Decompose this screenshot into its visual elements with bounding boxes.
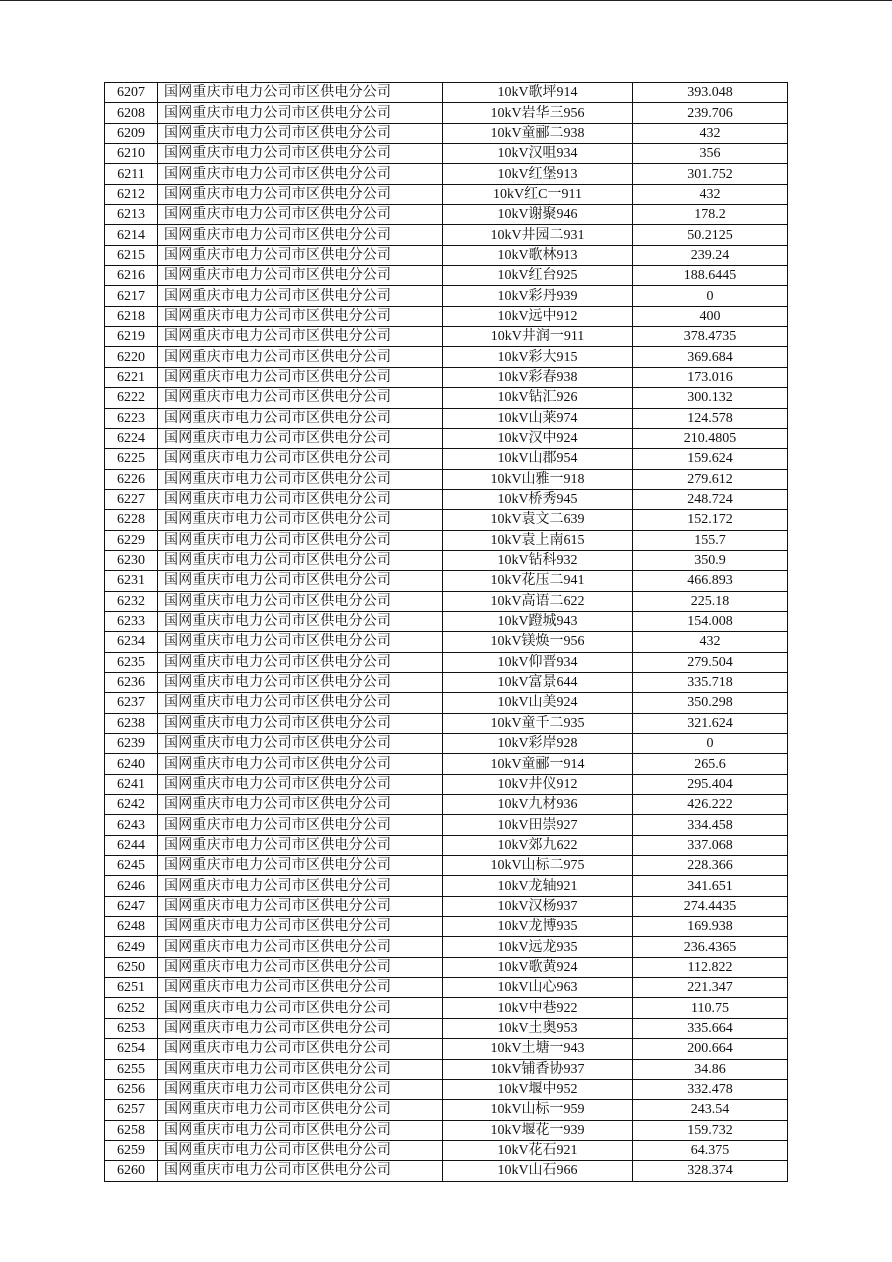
- row-number-cell: 6216: [105, 266, 158, 286]
- row-number-cell: 6239: [105, 734, 158, 754]
- line-name-cell: 10kV钻汇926: [443, 388, 633, 408]
- value-cell: 328.374: [633, 1161, 788, 1181]
- value-cell: 64.375: [633, 1140, 788, 1160]
- company-name-cell: 国网重庆市电力公司市区供电分公司: [158, 1161, 443, 1181]
- value-cell: 0: [633, 286, 788, 306]
- row-number-cell: 6251: [105, 978, 158, 998]
- company-name-cell: 国网重庆市电力公司市区供电分公司: [158, 245, 443, 265]
- company-name-cell: 国网重庆市电力公司市区供电分公司: [158, 266, 443, 286]
- company-name-cell: 国网重庆市电力公司市区供电分公司: [158, 978, 443, 998]
- row-number-cell: 6233: [105, 611, 158, 631]
- value-cell: 356: [633, 144, 788, 164]
- company-name-cell: 国网重庆市电力公司市区供电分公司: [158, 1039, 443, 1059]
- table-row: [105, 1140, 788, 1160]
- value-cell: 0: [633, 734, 788, 754]
- line-name-cell: 10kV九材936: [443, 795, 633, 815]
- company-name-cell: 国网重庆市电力公司市区供电分公司: [158, 1018, 443, 1038]
- company-name-cell: 国网重庆市电力公司市区供电分公司: [158, 144, 443, 164]
- line-name-cell: 10kV红C一911: [443, 184, 633, 204]
- company-name-cell: 国网重庆市电力公司市区供电分公司: [158, 530, 443, 550]
- company-name-cell: 国网重庆市电力公司市区供电分公司: [158, 896, 443, 916]
- line-name-cell: 10kV中巷922: [443, 998, 633, 1018]
- company-name-cell: 国网重庆市电力公司市区供电分公司: [158, 917, 443, 937]
- table-row: [105, 266, 788, 286]
- company-name-cell: 国网重庆市电力公司市区供电分公司: [158, 1120, 443, 1140]
- value-cell: 369.684: [633, 347, 788, 367]
- company-name-cell: 国网重庆市电力公司市区供电分公司: [158, 1079, 443, 1099]
- line-name-cell: 10kV镁焕一956: [443, 632, 633, 652]
- line-name-cell: 10kV歌坪914: [443, 83, 633, 103]
- value-cell: 112.822: [633, 957, 788, 977]
- value-cell: 432: [633, 123, 788, 143]
- line-name-cell: 10kV铺香协937: [443, 1059, 633, 1079]
- company-name-cell: 国网重庆市电力公司市区供电分公司: [158, 713, 443, 733]
- table-row: [105, 530, 788, 550]
- value-cell: 152.172: [633, 510, 788, 530]
- value-cell: 335.664: [633, 1018, 788, 1038]
- value-cell: 200.664: [633, 1039, 788, 1059]
- table-row: [105, 876, 788, 896]
- line-name-cell: 10kV袁上南615: [443, 530, 633, 550]
- row-number-cell: 6242: [105, 795, 158, 815]
- row-number-cell: 6225: [105, 449, 158, 469]
- company-name-cell: 国网重庆市电力公司市区供电分公司: [158, 693, 443, 713]
- value-cell: 154.008: [633, 611, 788, 631]
- row-number-cell: 6210: [105, 144, 158, 164]
- line-name-cell: 10kV童千二935: [443, 713, 633, 733]
- line-name-cell: 10kV龙博935: [443, 917, 633, 937]
- value-cell: 350.9: [633, 550, 788, 570]
- line-name-cell: 10kV袁文二639: [443, 510, 633, 530]
- line-name-cell: 10kV龙轴921: [443, 876, 633, 896]
- row-number-cell: 6227: [105, 489, 158, 509]
- company-name-cell: 国网重庆市电力公司市区供电分公司: [158, 998, 443, 1018]
- company-name-cell: 国网重庆市电力公司市区供电分公司: [158, 83, 443, 103]
- row-number-cell: 6255: [105, 1059, 158, 1079]
- row-number-cell: 6236: [105, 672, 158, 692]
- table-row: [105, 245, 788, 265]
- line-name-cell: 10kV山美924: [443, 693, 633, 713]
- company-name-cell: 国网重庆市电力公司市区供电分公司: [158, 286, 443, 306]
- company-name-cell: 国网重庆市电力公司市区供电分公司: [158, 408, 443, 428]
- row-number-cell: 6260: [105, 1161, 158, 1181]
- value-cell: 173.016: [633, 367, 788, 387]
- company-name-cell: 国网重庆市电力公司市区供电分公司: [158, 632, 443, 652]
- company-name-cell: 国网重庆市电力公司市区供电分公司: [158, 550, 443, 570]
- company-name-cell: 国网重庆市电力公司市区供电分公司: [158, 815, 443, 835]
- value-cell: 432: [633, 184, 788, 204]
- company-name-cell: 国网重庆市电力公司市区供电分公司: [158, 103, 443, 123]
- table-row: [105, 896, 788, 916]
- value-cell: 300.132: [633, 388, 788, 408]
- company-name-cell: 国网重庆市电力公司市区供电分公司: [158, 367, 443, 387]
- row-number-cell: 6253: [105, 1018, 158, 1038]
- row-number-cell: 6237: [105, 693, 158, 713]
- row-number-cell: 6221: [105, 367, 158, 387]
- line-name-cell: 10kV仰晋934: [443, 652, 633, 672]
- line-name-cell: 10kV汉中924: [443, 428, 633, 448]
- row-number-cell: 6256: [105, 1079, 158, 1099]
- table-row: [105, 388, 788, 408]
- company-name-cell: 国网重庆市电力公司市区供电分公司: [158, 734, 443, 754]
- row-number-cell: 6228: [105, 510, 158, 530]
- company-name-cell: 国网重庆市电力公司市区供电分公司: [158, 347, 443, 367]
- value-cell: 279.612: [633, 469, 788, 489]
- value-cell: 341.651: [633, 876, 788, 896]
- line-name-cell: 10kV彩春938: [443, 367, 633, 387]
- table-row: [105, 449, 788, 469]
- line-name-cell: 10kV山心963: [443, 978, 633, 998]
- company-name-cell: 国网重庆市电力公司市区供电分公司: [158, 835, 443, 855]
- company-name-cell: 国网重庆市电力公司市区供电分公司: [158, 225, 443, 245]
- table-row: [105, 144, 788, 164]
- company-name-cell: 国网重庆市电力公司市区供电分公司: [158, 611, 443, 631]
- value-cell: 178.2: [633, 205, 788, 225]
- row-number-cell: 6223: [105, 408, 158, 428]
- company-name-cell: 国网重庆市电力公司市区供电分公司: [158, 672, 443, 692]
- row-number-cell: 6231: [105, 571, 158, 591]
- company-name-cell: 国网重庆市电力公司市区供电分公司: [158, 795, 443, 815]
- line-name-cell: 10kV钻科932: [443, 550, 633, 570]
- row-number-cell: 6212: [105, 184, 158, 204]
- value-cell: 243.54: [633, 1100, 788, 1120]
- value-cell: 159.624: [633, 449, 788, 469]
- value-cell: 466.893: [633, 571, 788, 591]
- value-cell: 378.4735: [633, 327, 788, 347]
- table-row: [105, 693, 788, 713]
- table-row: [105, 1079, 788, 1099]
- table-row: [105, 611, 788, 631]
- table-row: [105, 327, 788, 347]
- line-name-cell: 10kV富景644: [443, 672, 633, 692]
- row-number-cell: 6222: [105, 388, 158, 408]
- line-name-cell: 10kV蹬城943: [443, 611, 633, 631]
- row-number-cell: 6248: [105, 917, 158, 937]
- line-name-cell: 10kV堰中952: [443, 1079, 633, 1099]
- line-name-cell: 10kV高语二622: [443, 591, 633, 611]
- table-row: [105, 734, 788, 754]
- company-name-cell: 国网重庆市电力公司市区供电分公司: [158, 1100, 443, 1120]
- row-number-cell: 6243: [105, 815, 158, 835]
- row-number-cell: 6214: [105, 225, 158, 245]
- value-cell: 221.347: [633, 978, 788, 998]
- table-row: [105, 937, 788, 957]
- table-row: [105, 978, 788, 998]
- table-row: [105, 1161, 788, 1181]
- company-name-cell: 国网重庆市电力公司市区供电分公司: [158, 469, 443, 489]
- table-row: [105, 489, 788, 509]
- value-cell: 188.6445: [633, 266, 788, 286]
- row-number-cell: 6258: [105, 1120, 158, 1140]
- table-row: [105, 225, 788, 245]
- company-name-cell: 国网重庆市电力公司市区供电分公司: [158, 449, 443, 469]
- table-row: [105, 591, 788, 611]
- value-cell: 34.86: [633, 1059, 788, 1079]
- line-name-cell: 10kV田崇927: [443, 815, 633, 835]
- company-name-cell: 国网重庆市电力公司市区供电分公司: [158, 1140, 443, 1160]
- table-row: [105, 957, 788, 977]
- value-cell: 337.068: [633, 835, 788, 855]
- table-row: [105, 652, 788, 672]
- row-number-cell: 6252: [105, 998, 158, 1018]
- company-name-cell: 国网重庆市电力公司市区供电分公司: [158, 856, 443, 876]
- line-name-cell: 10kV土奥953: [443, 1018, 633, 1038]
- table-row: [105, 713, 788, 733]
- value-cell: 225.18: [633, 591, 788, 611]
- line-name-cell: 10kV童郦二938: [443, 123, 633, 143]
- table-row: [105, 795, 788, 815]
- value-cell: 334.458: [633, 815, 788, 835]
- row-number-cell: 6247: [105, 896, 158, 916]
- line-name-cell: 10kV远中912: [443, 306, 633, 326]
- line-name-cell: 10kV井润一911: [443, 327, 633, 347]
- company-name-cell: 国网重庆市电力公司市区供电分公司: [158, 652, 443, 672]
- row-number-cell: 6218: [105, 306, 158, 326]
- line-name-cell: 10kV汉杨937: [443, 896, 633, 916]
- value-cell: 332.478: [633, 1079, 788, 1099]
- table-row: [105, 510, 788, 530]
- table-row: [105, 1018, 788, 1038]
- row-number-cell: 6250: [105, 957, 158, 977]
- table-row: [105, 550, 788, 570]
- line-name-cell: 10kV山雅一918: [443, 469, 633, 489]
- row-number-cell: 6257: [105, 1100, 158, 1120]
- row-number-cell: 6208: [105, 103, 158, 123]
- table-row: [105, 408, 788, 428]
- table-row: [105, 632, 788, 652]
- row-number-cell: 6246: [105, 876, 158, 896]
- line-name-cell: 10kV堰花一939: [443, 1120, 633, 1140]
- table-row: [105, 367, 788, 387]
- table-row: [105, 835, 788, 855]
- value-cell: 400: [633, 306, 788, 326]
- row-number-cell: 6234: [105, 632, 158, 652]
- value-cell: 239.706: [633, 103, 788, 123]
- value-cell: 169.938: [633, 917, 788, 937]
- row-number-cell: 6241: [105, 774, 158, 794]
- table-row: [105, 205, 788, 225]
- value-cell: 159.732: [633, 1120, 788, 1140]
- table-row: [105, 428, 788, 448]
- line-name-cell: 10kV山莱974: [443, 408, 633, 428]
- line-name-cell: 10kV童郦一914: [443, 754, 633, 774]
- line-name-cell: 10kV彩岸928: [443, 734, 633, 754]
- table-row: [105, 672, 788, 692]
- row-number-cell: 6238: [105, 713, 158, 733]
- company-name-cell: 国网重庆市电力公司市区供电分公司: [158, 164, 443, 184]
- table-row: [105, 1039, 788, 1059]
- table-row: [105, 815, 788, 835]
- row-number-cell: 6211: [105, 164, 158, 184]
- line-name-cell: 10kV红堡913: [443, 164, 633, 184]
- table-row: [105, 754, 788, 774]
- company-name-cell: 国网重庆市电力公司市区供电分公司: [158, 388, 443, 408]
- company-name-cell: 国网重庆市电力公司市区供电分公司: [158, 510, 443, 530]
- row-number-cell: 6226: [105, 469, 158, 489]
- value-cell: 295.404: [633, 774, 788, 794]
- company-name-cell: 国网重庆市电力公司市区供电分公司: [158, 754, 443, 774]
- row-number-cell: 6207: [105, 83, 158, 103]
- line-name-cell: 10kV彩大915: [443, 347, 633, 367]
- value-cell: 124.578: [633, 408, 788, 428]
- table-row: [105, 123, 788, 143]
- line-name-cell: 10kV桥秀945: [443, 489, 633, 509]
- value-cell: 335.718: [633, 672, 788, 692]
- table-row: [105, 306, 788, 326]
- row-number-cell: 6249: [105, 937, 158, 957]
- row-number-cell: 6220: [105, 347, 158, 367]
- value-cell: 350.298: [633, 693, 788, 713]
- table-row: [105, 164, 788, 184]
- table-row: [105, 1059, 788, 1079]
- line-name-cell: 10kV谢聚946: [443, 205, 633, 225]
- line-name-cell: 10kV岩华三956: [443, 103, 633, 123]
- company-name-cell: 国网重庆市电力公司市区供电分公司: [158, 306, 443, 326]
- line-name-cell: 10kV歌黄924: [443, 957, 633, 977]
- table-row: [105, 998, 788, 1018]
- value-cell: 301.752: [633, 164, 788, 184]
- value-cell: 393.048: [633, 83, 788, 103]
- value-cell: 265.6: [633, 754, 788, 774]
- table-row: [105, 917, 788, 937]
- line-name-cell: 10kV山郡954: [443, 449, 633, 469]
- value-cell: 110.75: [633, 998, 788, 1018]
- line-name-cell: 10kV山标二975: [443, 856, 633, 876]
- company-name-cell: 国网重庆市电力公司市区供电分公司: [158, 1059, 443, 1079]
- data-table: [104, 82, 788, 1182]
- value-cell: 210.4805: [633, 428, 788, 448]
- line-name-cell: 10kV井仪912: [443, 774, 633, 794]
- row-number-cell: 6244: [105, 835, 158, 855]
- line-name-cell: 10kV汉咀934: [443, 144, 633, 164]
- line-name-cell: 10kV井园二931: [443, 225, 633, 245]
- company-name-cell: 国网重庆市电力公司市区供电分公司: [158, 428, 443, 448]
- row-number-cell: 6245: [105, 856, 158, 876]
- line-name-cell: 10kV远龙935: [443, 937, 633, 957]
- company-name-cell: 国网重庆市电力公司市区供电分公司: [158, 184, 443, 204]
- row-number-cell: 6209: [105, 123, 158, 143]
- company-name-cell: 国网重庆市电力公司市区供电分公司: [158, 957, 443, 977]
- line-name-cell: 10kV歌林913: [443, 245, 633, 265]
- row-number-cell: 6224: [105, 428, 158, 448]
- company-name-cell: 国网重庆市电力公司市区供电分公司: [158, 937, 443, 957]
- row-number-cell: 6213: [105, 205, 158, 225]
- line-name-cell: 10kV山石966: [443, 1161, 633, 1181]
- table-row: [105, 83, 788, 103]
- company-name-cell: 国网重庆市电力公司市区供电分公司: [158, 489, 443, 509]
- value-cell: 248.724: [633, 489, 788, 509]
- table-row: [105, 1120, 788, 1140]
- table-row: [105, 184, 788, 204]
- line-name-cell: 10kV土塘一943: [443, 1039, 633, 1059]
- company-name-cell: 国网重庆市电力公司市区供电分公司: [158, 774, 443, 794]
- line-name-cell: 10kV红台925: [443, 266, 633, 286]
- table-row: [105, 1100, 788, 1120]
- value-cell: 321.624: [633, 713, 788, 733]
- line-name-cell: 10kV花石921: [443, 1140, 633, 1160]
- company-name-cell: 国网重庆市电力公司市区供电分公司: [158, 123, 443, 143]
- company-name-cell: 国网重庆市电力公司市区供电分公司: [158, 876, 443, 896]
- value-cell: 279.504: [633, 652, 788, 672]
- row-number-cell: 6219: [105, 327, 158, 347]
- row-number-cell: 6235: [105, 652, 158, 672]
- table-row: [105, 571, 788, 591]
- company-name-cell: 国网重庆市电力公司市区供电分公司: [158, 205, 443, 225]
- value-cell: 432: [633, 632, 788, 652]
- company-name-cell: 国网重庆市电力公司市区供电分公司: [158, 327, 443, 347]
- line-name-cell: 10kV花压二941: [443, 571, 633, 591]
- value-cell: 228.366: [633, 856, 788, 876]
- value-cell: 50.2125: [633, 225, 788, 245]
- row-number-cell: 6217: [105, 286, 158, 306]
- row-number-cell: 6240: [105, 754, 158, 774]
- row-number-cell: 6215: [105, 245, 158, 265]
- company-name-cell: 国网重庆市电力公司市区供电分公司: [158, 591, 443, 611]
- line-name-cell: 10kV郊九622: [443, 835, 633, 855]
- table-row: [105, 469, 788, 489]
- table-row: [105, 774, 788, 794]
- table-row: [105, 347, 788, 367]
- line-name-cell: 10kV山标一959: [443, 1100, 633, 1120]
- table-row: [105, 286, 788, 306]
- row-number-cell: 6230: [105, 550, 158, 570]
- value-cell: 426.222: [633, 795, 788, 815]
- value-cell: 236.4365: [633, 937, 788, 957]
- value-cell: 239.24: [633, 245, 788, 265]
- table-body: [105, 83, 788, 1182]
- table-row: [105, 103, 788, 123]
- row-number-cell: 6229: [105, 530, 158, 550]
- table-row: [105, 856, 788, 876]
- row-number-cell: 6232: [105, 591, 158, 611]
- row-number-cell: 6254: [105, 1039, 158, 1059]
- line-name-cell: 10kV彩丹939: [443, 286, 633, 306]
- value-cell: 155.7: [633, 530, 788, 550]
- value-cell: 274.4435: [633, 896, 788, 916]
- company-name-cell: 国网重庆市电力公司市区供电分公司: [158, 571, 443, 591]
- row-number-cell: 6259: [105, 1140, 158, 1160]
